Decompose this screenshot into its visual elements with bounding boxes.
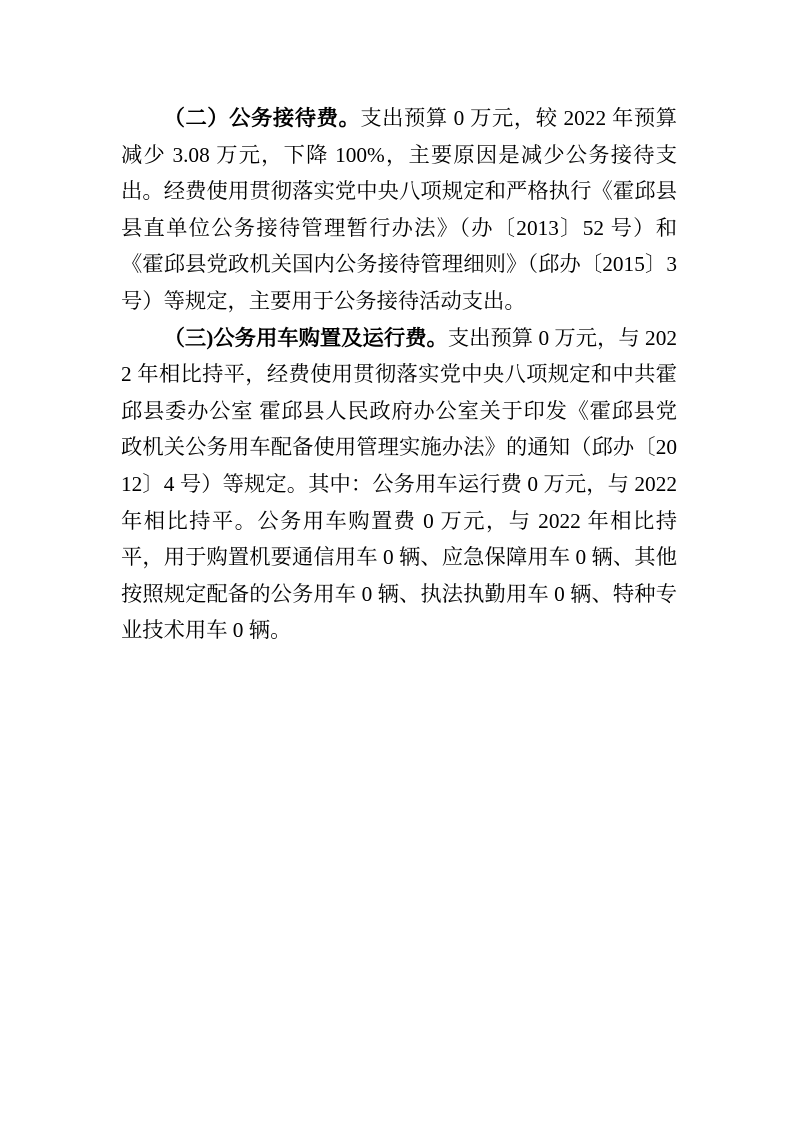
paragraph-body-official-reception: 支出预算 0 万元，较 2022 年预算减少 3.08 万元，下降 100%，主要原因是减少公务接待支出。经费使用贯彻落实党中央八项规定和严格执行《霍邱县县直单位公务接待管理暂行办法》（办〔2013〕52 号）和《霍邱县党政机关国内公务接待管理细则》（邱办〔2015〕3 号）等规定，主要用于公务接待活动支出。 bbox=[121, 106, 677, 313]
document-text-block bbox=[121, 100, 677, 649]
paragraph-heading-official-reception: （二）公务接待费。 bbox=[163, 106, 361, 130]
paragraph-official-vehicle-expense bbox=[121, 320, 677, 649]
paragraph-official-reception-expense bbox=[121, 100, 677, 320]
paragraph-heading-official-vehicle: （三)公务用车购置及运行费。 bbox=[163, 325, 448, 350]
paragraph-body-official-vehicle: 支出预算 0 万元，与 2022 年相比持平，经费使用贯彻落实党中央八项规定和中共霍邱县委办公室 霍邱县人民政府办公室关于印发《霍邱县党政机关公务用车配备使用管理实施办法》的通知（邱办〔2012〕4 号）等规定。其中：公务用车运行费 0 万元，与 2022 年相比持平。公务用车购置费 0 万元，与 2022 年相比持平，用于购置机要通信用车 0 辆、应急保障用车 0 辆、其他按照规定配备的公务用车 0 辆、执法执勤用车 0 辆、特种专业技术用车 0 辆。 bbox=[121, 325, 677, 643]
